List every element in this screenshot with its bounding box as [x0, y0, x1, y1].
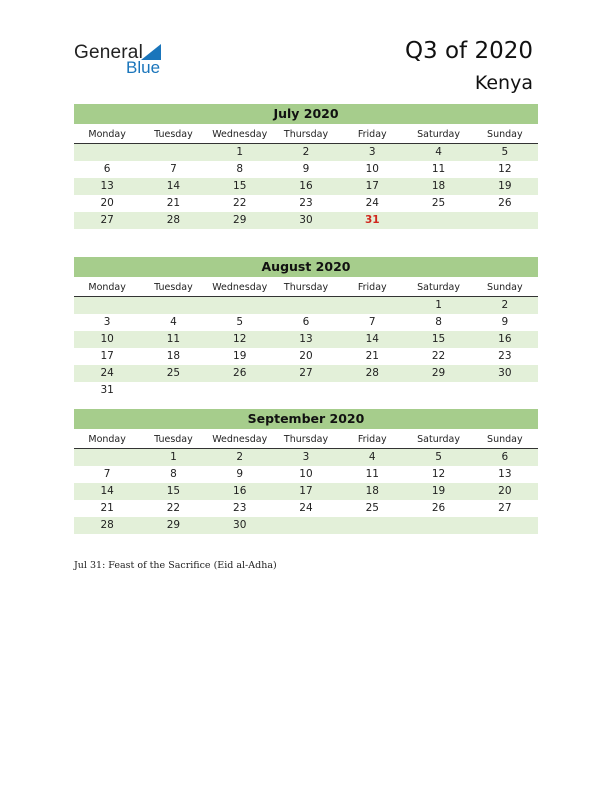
day-cell	[472, 382, 538, 399]
day-cell: 11	[166, 333, 181, 345]
day-cell: 25	[166, 367, 181, 379]
day-cell: 22	[431, 350, 446, 362]
day-cell	[140, 382, 206, 399]
weekday-header-row	[74, 431, 538, 449]
day-cell: 3	[368, 146, 376, 158]
day-cell: 4	[435, 146, 442, 158]
day-cell: 30	[299, 214, 313, 226]
day-cell: 28	[166, 214, 181, 226]
weekday-label: Saturday	[417, 282, 460, 293]
day-cell: 4	[170, 316, 177, 328]
weekday-label: Saturday	[417, 434, 460, 445]
day-cell	[273, 382, 339, 399]
day-cell	[405, 382, 471, 399]
week-row	[74, 466, 538, 483]
day-cell: 3	[103, 316, 111, 328]
day-cell: 5	[435, 451, 442, 463]
day-cell: 23	[498, 350, 512, 362]
week-row	[74, 483, 538, 500]
day-cell: 27	[498, 502, 512, 514]
day-cell	[339, 297, 405, 314]
day-cell: 29	[233, 214, 247, 226]
day-cell: 20	[498, 485, 512, 497]
day-cell: 23	[299, 197, 313, 209]
week-row	[74, 449, 538, 466]
day-cell: 9	[302, 163, 310, 175]
day-cell	[74, 144, 140, 161]
week-row	[74, 331, 538, 348]
day-cell: 7	[103, 468, 111, 480]
day-cell: 13	[498, 468, 512, 480]
month-header: July 2020	[74, 104, 538, 124]
day-cell: 2	[501, 299, 509, 311]
day-cell: 6	[501, 451, 509, 463]
weekday-label: Friday	[357, 434, 387, 445]
weekday-label: Monday	[88, 434, 126, 445]
day-cell: 4	[368, 451, 376, 463]
weekday-label: Thursday	[283, 434, 329, 445]
day-cell: 7	[368, 316, 376, 328]
weekday-label: Sunday	[487, 282, 523, 293]
day-cell	[74, 449, 140, 466]
week-row	[74, 314, 538, 331]
week-row	[74, 297, 538, 314]
day-cell	[339, 517, 405, 534]
day-cell: 16	[299, 180, 313, 192]
day-cell: 7	[170, 163, 177, 175]
day-cell: 19	[431, 485, 446, 497]
day-cell: 22	[166, 502, 181, 514]
day-cell: 6	[302, 316, 310, 328]
day-cell: 19	[233, 350, 247, 362]
logo-general-text: General	[74, 42, 143, 63]
day-cell: 16	[233, 485, 247, 497]
day-cell: 10	[365, 163, 379, 175]
day-cell: 14	[100, 485, 114, 497]
holiday-day-cell: 31	[364, 214, 380, 226]
day-cell: 27	[100, 214, 114, 226]
day-cell: 31	[100, 384, 114, 396]
day-cell	[472, 212, 538, 229]
day-cell: 8	[435, 316, 442, 328]
day-cell: 29	[166, 519, 181, 531]
day-cell: 17	[299, 485, 313, 497]
month-header: August 2020	[74, 257, 538, 277]
day-cell: 23	[233, 502, 247, 514]
week-row	[74, 161, 538, 178]
weekday-label: Saturday	[417, 129, 460, 140]
day-cell: 1	[170, 451, 177, 463]
weekday-label: Sunday	[487, 434, 523, 445]
holiday-note: Jul 31: Feast of the Sacrifice (Eid al-Adha)	[74, 560, 277, 571]
day-cell: 12	[498, 163, 512, 175]
day-cell: 10	[100, 333, 114, 345]
day-cell: 26	[498, 197, 512, 209]
day-cell: 24	[365, 197, 379, 209]
day-cell: 2	[302, 146, 310, 158]
day-cell: 15	[431, 333, 446, 345]
day-cell	[207, 297, 273, 314]
weekday-label: Tuesday	[154, 282, 193, 293]
day-cell: 19	[498, 180, 512, 192]
week-row	[74, 348, 538, 365]
month-header: September 2020	[74, 409, 538, 429]
weekday-label: Friday	[357, 282, 387, 293]
day-cell	[207, 382, 273, 399]
day-cell: 30	[498, 367, 512, 379]
weekday-label: Wednesday	[212, 129, 268, 140]
month-calendar	[74, 409, 538, 534]
day-cell: 24	[299, 502, 313, 514]
day-cell	[339, 382, 405, 399]
day-cell: 25	[431, 197, 446, 209]
day-cell	[273, 297, 339, 314]
day-cell: 18	[431, 180, 446, 192]
weekday-label: Tuesday	[154, 129, 193, 140]
day-cell: 27	[299, 367, 313, 379]
day-cell: 5	[501, 146, 509, 158]
weekday-label: Friday	[357, 129, 387, 140]
page-title: Q3 of 2020	[404, 38, 533, 64]
month-calendar	[74, 104, 538, 229]
day-cell: 10	[299, 468, 313, 480]
weekday-label: Monday	[88, 129, 126, 140]
weekday-label: Monday	[88, 282, 126, 293]
day-cell: 15	[166, 485, 181, 497]
day-cell: 15	[233, 180, 247, 192]
day-cell: 14	[365, 333, 379, 345]
day-cell: 13	[299, 333, 313, 345]
week-row	[74, 382, 538, 399]
day-cell: 12	[233, 333, 247, 345]
weekday-label: Tuesday	[154, 434, 193, 445]
day-cell: 22	[233, 197, 247, 209]
day-cell: 21	[166, 197, 181, 209]
day-cell: 2	[236, 451, 244, 463]
day-cell	[472, 517, 538, 534]
logo	[74, 42, 161, 77]
week-row	[74, 365, 538, 382]
weekday-label: Sunday	[487, 129, 523, 140]
day-cell: 17	[365, 180, 379, 192]
weekday-header-row	[74, 279, 538, 297]
day-cell: 9	[501, 316, 509, 328]
week-row	[74, 195, 538, 212]
week-row	[74, 212, 538, 229]
day-cell	[273, 517, 339, 534]
day-cell	[405, 517, 471, 534]
week-row	[74, 144, 538, 161]
day-cell: 14	[166, 180, 181, 192]
day-cell: 20	[299, 350, 313, 362]
day-cell: 18	[166, 350, 181, 362]
day-cell: 18	[365, 485, 379, 497]
weekday-label: Wednesday	[212, 282, 268, 293]
weekday-label: Thursday	[283, 282, 329, 293]
day-cell: 1	[435, 299, 442, 311]
day-cell: 8	[236, 163, 244, 175]
day-cell: 26	[233, 367, 247, 379]
day-cell: 17	[100, 350, 114, 362]
day-cell: 16	[498, 333, 512, 345]
day-cell: 1	[236, 146, 244, 158]
weekday-label: Wednesday	[212, 434, 268, 445]
day-cell: 12	[431, 468, 446, 480]
day-cell: 28	[100, 519, 114, 531]
weekday-header-row	[74, 126, 538, 144]
day-cell	[140, 144, 206, 161]
day-cell: 20	[100, 197, 114, 209]
day-cell: 9	[236, 468, 244, 480]
week-row	[74, 178, 538, 195]
day-cell: 6	[103, 163, 111, 175]
day-cell	[140, 297, 206, 314]
day-cell: 11	[431, 163, 446, 175]
day-cell: 21	[365, 350, 379, 362]
week-row	[74, 517, 538, 534]
day-cell: 30	[233, 519, 247, 531]
day-cell	[405, 212, 471, 229]
day-cell: 25	[365, 502, 379, 514]
day-cell	[74, 297, 140, 314]
day-cell: 5	[236, 316, 244, 328]
day-cell: 28	[365, 367, 379, 379]
logo-blue-text: Blue	[126, 58, 161, 77]
day-cell: 13	[100, 180, 114, 192]
week-row	[74, 500, 538, 517]
country-name: Kenya	[474, 72, 533, 94]
month-calendar	[74, 257, 538, 399]
day-cell: 21	[100, 502, 114, 514]
day-cell: 8	[170, 468, 177, 480]
day-cell: 24	[100, 367, 114, 379]
day-cell: 26	[431, 502, 446, 514]
day-cell: 29	[431, 367, 446, 379]
day-cell: 11	[365, 468, 379, 480]
day-cell: 3	[302, 451, 310, 463]
weekday-label: Thursday	[283, 129, 329, 140]
